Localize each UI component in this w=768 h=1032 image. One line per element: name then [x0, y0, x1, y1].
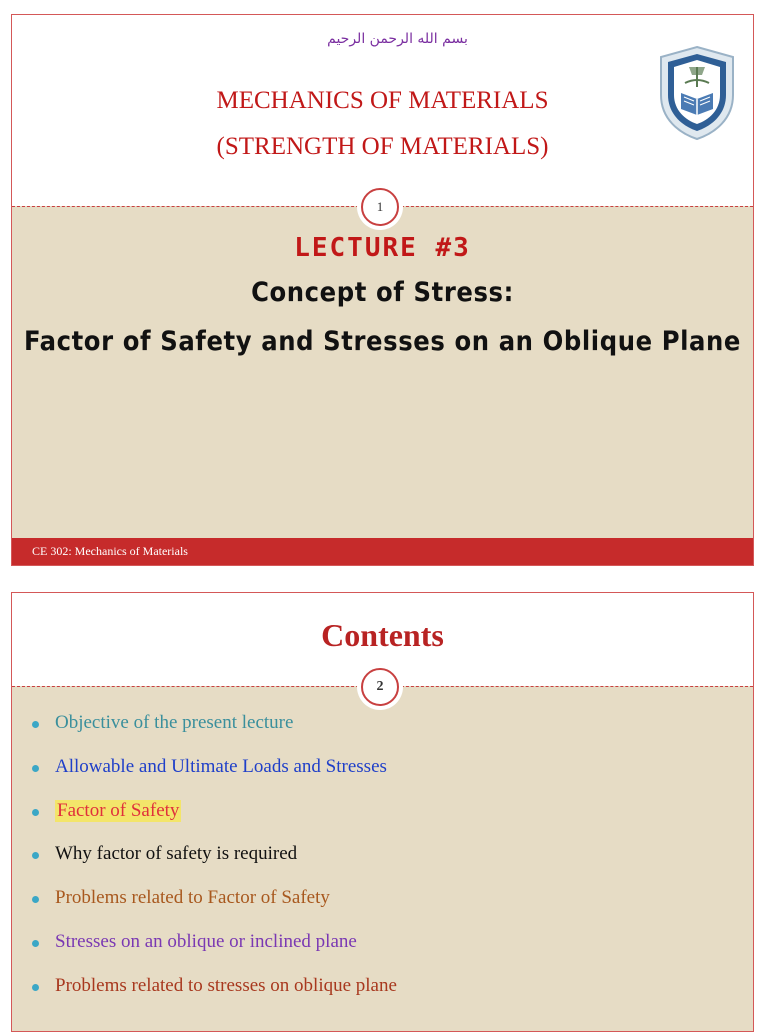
- bullet-icon: [32, 940, 39, 947]
- title-slide: [11, 14, 754, 566]
- list-item-label: Problems related to stresses on oblique plane: [55, 974, 397, 996]
- university-seal-icon: [657, 45, 737, 141]
- bullet-icon: [32, 721, 39, 728]
- course-title: MECHANICS OF MATERIALS: [216, 87, 549, 114]
- lecture-subtitle-line1: Concept of Stress:: [251, 277, 514, 308]
- list-item: [32, 887, 397, 931]
- list-item: [32, 712, 397, 756]
- list-item-label: Allowable and Ultimate Loads and Stresses: [55, 755, 387, 777]
- list-item-label: Problems related to Factor of Safety: [55, 887, 330, 909]
- list-item: [32, 843, 397, 887]
- contents-heading: Contents: [321, 617, 444, 653]
- list-item-label: Factor of Safety: [57, 799, 180, 821]
- bullet-icon: [32, 852, 39, 859]
- list-item-label: Objective of the present lecture: [55, 712, 294, 733]
- bismillah-text: بسم الله الرحمن الرحيم: [327, 31, 468, 47]
- contents-list: [32, 712, 397, 1019]
- lecture-label: LECTURE #3: [294, 233, 471, 263]
- list-item-label: Stresses on an oblique or inclined plane: [55, 930, 357, 952]
- list-item: [32, 800, 397, 844]
- footer-bar: CE 302: Mechanics of Materials: [12, 538, 753, 565]
- course-subtitle: (STRENGTH OF MATERIALS): [216, 133, 549, 160]
- list-item-label: Why factor of safety is required: [55, 843, 298, 865]
- slide-number-badge: 1: [361, 188, 399, 226]
- list-item: [32, 975, 397, 1019]
- lecture-subtitle-line2: Factor of Safety and Stresses on an Oblique Plane: [23, 326, 742, 357]
- slide-number-badge: 2: [361, 668, 399, 706]
- bullet-icon: [32, 896, 39, 903]
- contents-slide: [11, 592, 754, 1032]
- title-header-area: [12, 15, 753, 206]
- bullet-icon: [32, 765, 39, 772]
- list-item: [32, 756, 397, 800]
- bullet-icon: [32, 809, 39, 816]
- list-item: [32, 931, 397, 975]
- bullet-icon: [32, 984, 39, 991]
